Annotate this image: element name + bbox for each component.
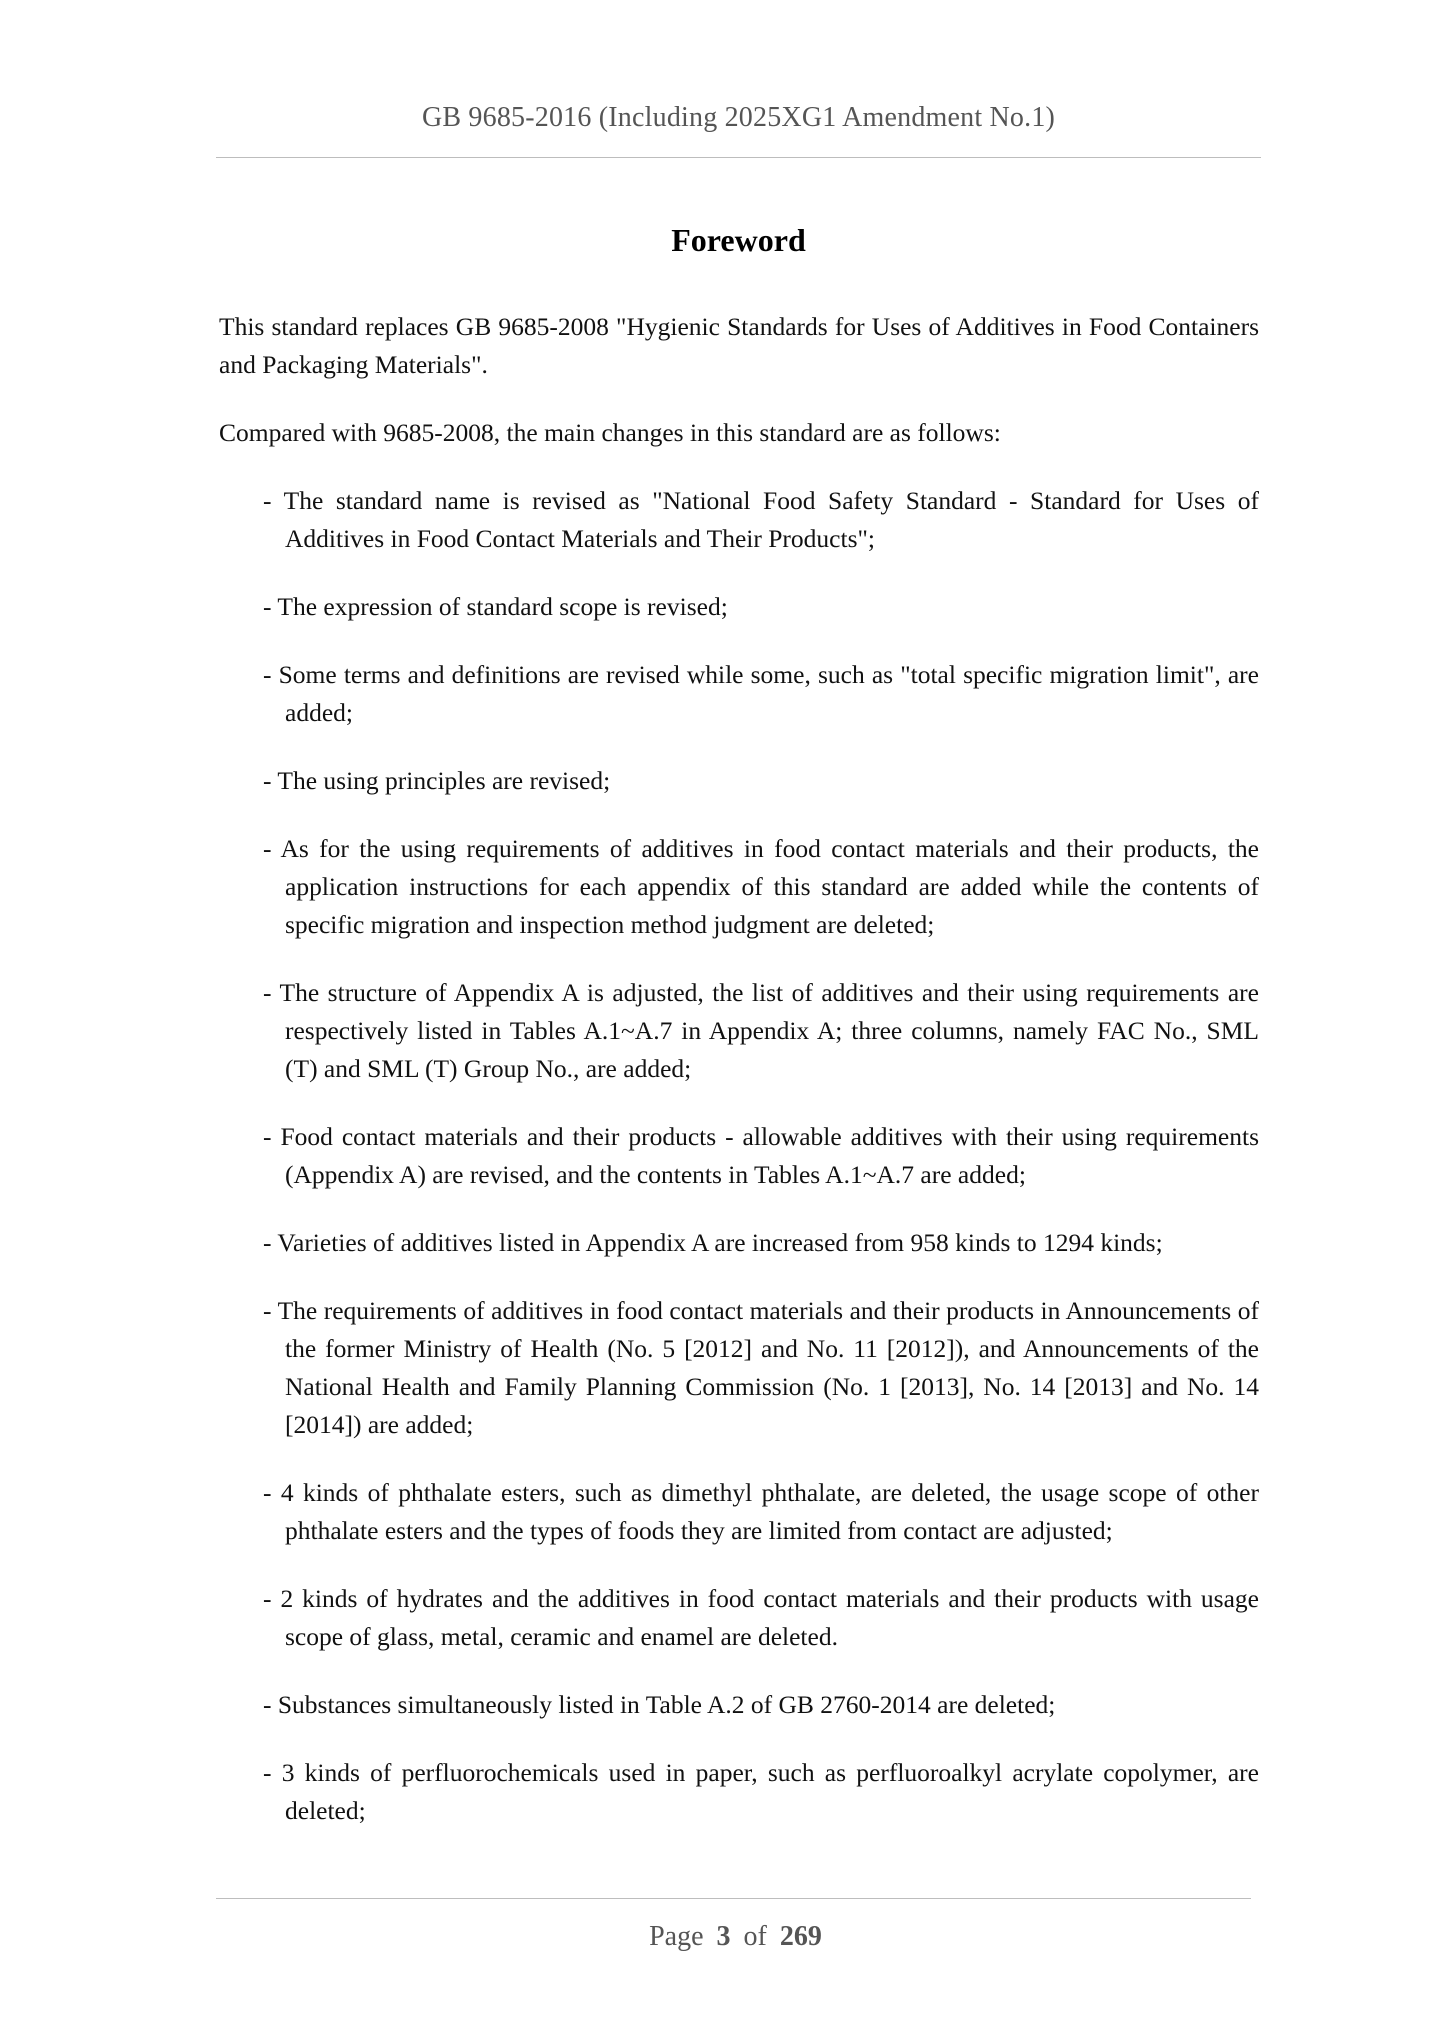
change-item: - Substances simultaneously listed in Table A.2 of GB 2760-2014 are deleted; — [263, 1690, 1056, 1719]
change-item: - The expression of standard scope is revised; — [263, 592, 728, 621]
section-title: Foreword — [671, 222, 806, 258]
document-body — [219, 308, 1259, 1860]
page-label: Page — [649, 1921, 704, 1952]
of-label: of — [743, 1921, 767, 1952]
changes-intro: Compared with 9685-2008, the main changes in this standard are as follows: — [219, 418, 1001, 447]
change-item: - The requirements of additives in food contact materials and their products in Announcements of the former Ministry of Health (No. 5 [2012] and No. 11 [2012]), and Announcements of the National Health and Family Planning Commission (No. 1 [2013], No. 14 [2013] and No. 14 [2014]) are added; — [263, 1296, 1259, 1439]
change-item: - The standard name is revised as "National Food Safety Standard - Standard for Uses of Additives in Food Contact Materials and Their Products"; — [263, 486, 1259, 553]
running-header: GB 9685-2016 (Including 2025XG1 Amendment No.1) — [421, 102, 1056, 133]
change-item: - The structure of Appendix A is adjusted, the list of additives and their using requirements are respectively listed in Tables A.1~A.7 in Appendix A; three columns, namely FAC No., SML (T) and SML (T) Group No., are added; — [263, 978, 1259, 1083]
header-divider — [216, 157, 1261, 158]
change-item: - Varieties of additives listed in Appendix A are increased from 958 kinds to 1294 kinds; — [263, 1228, 1163, 1257]
page-number — [216, 1921, 1261, 1953]
change-item: - Some terms and definitions are revised while some, such as "total specific migration limit", are added; — [263, 660, 1259, 727]
change-item: - Food contact materials and their products - allowable additives with their using requirements (Appendix A) are revised, and the contents in Tables A.1~A.7 are added; — [263, 1122, 1259, 1189]
footer-divider — [216, 1898, 1251, 1899]
total-pages: 269 — [779, 1921, 822, 1952]
change-item: - As for the using requirements of additives in food contact materials and their products, the application instructions for each appendix of this standard are added while the contents of specific migration and inspection method judgment are deleted; — [263, 834, 1259, 939]
opening-paragraph: This standard replaces GB 9685-2008 "Hygienic Standards for Uses of Additives in Food Containers and Packaging Materials". — [219, 312, 1259, 379]
current-page: 3 — [716, 1921, 731, 1952]
change-item: - 4 kinds of phthalate esters, such as dimethyl phthalate, are deleted, the usage scope of other phthalate esters and the types of foods they are limited from contact are adjusted; — [263, 1478, 1259, 1545]
changes-list — [219, 482, 1259, 1830]
change-item: - 3 kinds of perfluorochemicals used in paper, such as perfluoroalkyl acrylate copolymer, are deleted; — [263, 1758, 1259, 1825]
change-item: - 2 kinds of hydrates and the additives in food contact materials and their products with usage scope of glass, metal, ceramic and enamel are deleted. — [263, 1584, 1259, 1651]
change-item: - The using principles are revised; — [263, 766, 611, 795]
